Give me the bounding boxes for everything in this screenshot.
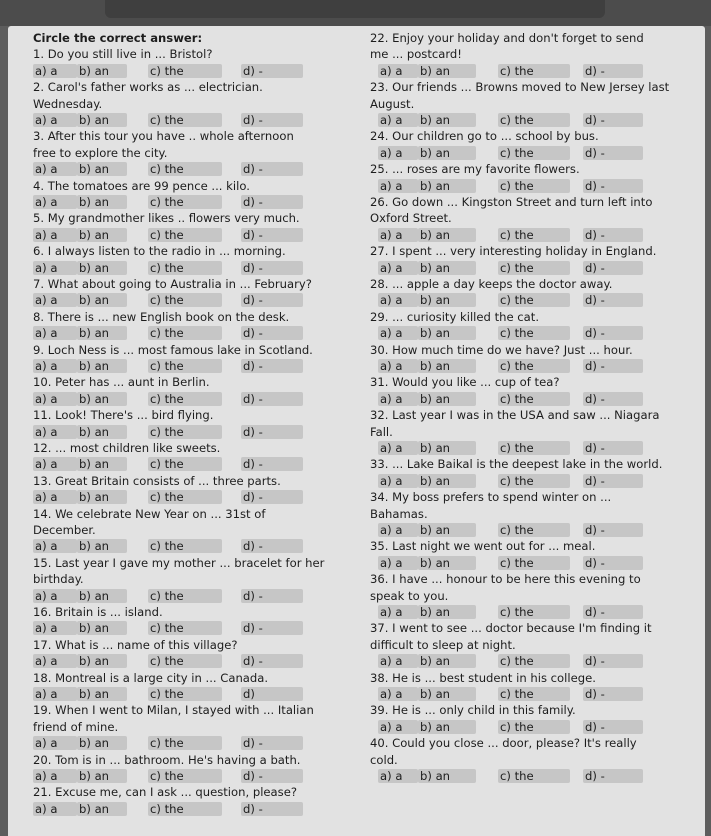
option-d[interactable]: d) - bbox=[583, 687, 643, 701]
option-c[interactable]: c) the bbox=[498, 326, 570, 340]
question-text: 36. I have ... honour to be here this evening to bbox=[370, 572, 641, 587]
question-text: 17. What is ... name of this village? bbox=[33, 637, 238, 652]
option-b[interactable]: b) an bbox=[77, 64, 127, 78]
option-c[interactable]: c) the bbox=[498, 392, 570, 406]
question-item bbox=[33, 342, 349, 375]
option-a[interactable]: a) a bbox=[33, 490, 77, 504]
question-text: 5. My grandmother likes .. flowers very much. bbox=[33, 211, 300, 226]
question-item bbox=[33, 702, 349, 751]
answer-options bbox=[370, 63, 692, 79]
option-d[interactable]: d) - bbox=[583, 523, 643, 537]
answer-options bbox=[370, 112, 692, 128]
option-a[interactable]: a) a bbox=[378, 556, 418, 570]
question-item bbox=[370, 456, 692, 489]
question-text-continued: difficult to sleep at night. bbox=[370, 637, 516, 652]
option-a[interactable]: a) a bbox=[33, 228, 77, 242]
option-d[interactable]: d) bbox=[241, 687, 303, 701]
option-d[interactable]: d) - bbox=[241, 621, 303, 635]
worksheet-page bbox=[8, 26, 705, 836]
option-c[interactable]: c) the bbox=[498, 113, 570, 127]
option-d[interactable]: d) - bbox=[241, 736, 303, 750]
question-item bbox=[33, 178, 349, 211]
answer-options bbox=[33, 391, 349, 407]
option-d[interactable]: d) - bbox=[241, 457, 303, 471]
option-a[interactable]: a) a bbox=[378, 769, 418, 783]
question-item bbox=[370, 128, 692, 161]
option-c[interactable]: c) the bbox=[148, 113, 222, 127]
option-a[interactable]: a) a bbox=[33, 589, 77, 603]
question-text: 27. I spent ... very interesting holiday in England. bbox=[370, 244, 657, 259]
option-c[interactable]: c) the bbox=[498, 654, 570, 668]
option-a[interactable]: a) a bbox=[33, 687, 77, 701]
option-b[interactable]: b) an bbox=[418, 293, 476, 307]
question-text-continued: friend of mine. bbox=[33, 719, 119, 734]
answer-options bbox=[33, 358, 349, 374]
answer-options bbox=[370, 178, 692, 194]
question-text-continued: free to explore the city. bbox=[33, 145, 168, 160]
option-a[interactable]: a) a bbox=[378, 228, 418, 242]
screen-top-bar bbox=[0, 0, 711, 26]
answer-options bbox=[33, 292, 349, 308]
option-c[interactable]: c) the bbox=[148, 392, 222, 406]
question-item bbox=[370, 30, 692, 79]
option-d[interactable]: d) - bbox=[583, 228, 643, 242]
answer-options bbox=[370, 260, 692, 276]
option-b[interactable]: b) an bbox=[418, 146, 476, 160]
question-item bbox=[33, 276, 349, 309]
option-c[interactable]: c) the bbox=[148, 228, 222, 242]
option-b[interactable]: b) an bbox=[418, 326, 476, 340]
question-item bbox=[370, 702, 692, 735]
question-text: 21. Excuse me, can I ask ... question, please? bbox=[33, 785, 297, 800]
question-text: 28. ... apple a day keeps the doctor away. bbox=[370, 277, 613, 291]
answer-options bbox=[370, 358, 692, 374]
option-b[interactable]: b) an bbox=[418, 556, 476, 570]
question-text: 14. We celebrate New Year on ... 31st of bbox=[33, 506, 266, 521]
question-item bbox=[33, 506, 349, 555]
option-c[interactable]: c) the bbox=[498, 293, 570, 307]
answer-options bbox=[33, 538, 349, 554]
option-b[interactable]: b) an bbox=[77, 490, 127, 504]
option-a[interactable]: a) a bbox=[378, 474, 418, 488]
answer-options bbox=[33, 161, 349, 177]
option-b[interactable]: b) an bbox=[418, 261, 476, 275]
question-text: 1. Do you still live in ... Bristol? bbox=[33, 47, 213, 62]
answer-options bbox=[33, 768, 349, 784]
question-text: 2. Carol's father works as ... electrician. bbox=[33, 80, 263, 95]
option-a[interactable]: a) a bbox=[378, 687, 418, 701]
option-c[interactable]: c) the bbox=[148, 736, 222, 750]
option-d[interactable]: d) - bbox=[241, 539, 303, 553]
question-item bbox=[370, 538, 692, 571]
option-d[interactable]: d) - bbox=[583, 392, 643, 406]
option-a[interactable]: a) a bbox=[378, 523, 418, 537]
answer-options bbox=[33, 456, 349, 472]
option-c[interactable]: c) the bbox=[148, 802, 222, 816]
answer-options bbox=[370, 391, 692, 407]
option-b[interactable]: b) an bbox=[418, 228, 476, 242]
option-b[interactable]: b) an bbox=[77, 326, 127, 340]
question-item bbox=[33, 243, 349, 276]
option-d[interactable]: d) - bbox=[241, 293, 303, 307]
option-a[interactable]: a) a bbox=[33, 113, 77, 127]
option-a[interactable]: a) a bbox=[378, 179, 418, 193]
option-a[interactable]: a) a bbox=[33, 359, 77, 373]
option-a[interactable]: a) a bbox=[33, 326, 77, 340]
option-a[interactable]: a) a bbox=[378, 113, 418, 127]
question-item bbox=[370, 276, 692, 309]
option-a[interactable]: a) a bbox=[33, 654, 77, 668]
option-b[interactable]: b) an bbox=[77, 359, 127, 373]
option-d[interactable]: d) - bbox=[241, 359, 303, 373]
option-c[interactable]: c) the bbox=[148, 326, 222, 340]
answer-options bbox=[33, 112, 349, 128]
option-b[interactable]: b) an bbox=[77, 228, 127, 242]
answer-options bbox=[33, 686, 349, 702]
option-b[interactable]: b) an bbox=[77, 457, 127, 471]
option-c[interactable]: c) the bbox=[148, 589, 222, 603]
option-d[interactable]: d) - bbox=[241, 326, 303, 340]
option-b[interactable]: b) an bbox=[77, 425, 127, 439]
option-a[interactable]: a) a bbox=[33, 162, 77, 176]
option-d[interactable]: d) - bbox=[583, 326, 643, 340]
option-d[interactable]: d) - bbox=[583, 441, 643, 455]
question-item bbox=[370, 620, 692, 669]
question-text: 20. Tom is in ... bathroom. He's having a bath. bbox=[33, 752, 301, 767]
option-d[interactable]: d) - bbox=[583, 261, 643, 275]
option-d[interactable]: d) - bbox=[583, 113, 643, 127]
option-a[interactable]: a) a bbox=[378, 441, 418, 455]
answer-options bbox=[33, 424, 349, 440]
answer-options bbox=[370, 473, 692, 489]
question-text: 15. Last year I gave my mother ... bracelet for her bbox=[33, 555, 325, 570]
right-column bbox=[370, 30, 692, 784]
option-d[interactable]: d) - bbox=[241, 654, 303, 668]
option-a[interactable]: a) a bbox=[378, 261, 418, 275]
option-d[interactable]: d) - bbox=[241, 425, 303, 439]
question-item bbox=[33, 670, 349, 703]
option-c[interactable]: c) the bbox=[498, 769, 570, 783]
option-a[interactable]: a) a bbox=[378, 293, 418, 307]
question-text: 11. Look! There's ... bird flying. bbox=[33, 408, 214, 423]
question-text: 39. He is ... only child in this family. bbox=[370, 703, 576, 718]
option-d[interactable]: d) - bbox=[583, 179, 643, 193]
answer-options bbox=[370, 522, 692, 538]
question-text: 10. Peter has ... aunt in Berlin. bbox=[33, 375, 210, 390]
option-c[interactable]: c) the bbox=[498, 228, 570, 242]
question-item bbox=[33, 46, 349, 79]
option-c[interactable]: c) the bbox=[498, 687, 570, 701]
option-a[interactable]: a) a bbox=[33, 802, 77, 816]
answer-options bbox=[33, 325, 349, 341]
option-d[interactable]: d) - bbox=[241, 64, 303, 78]
option-c[interactable]: c) the bbox=[148, 425, 222, 439]
question-text-continued: speak to you. bbox=[370, 588, 449, 603]
question-item bbox=[370, 243, 692, 276]
option-c[interactable]: c) the bbox=[498, 64, 570, 78]
question-item bbox=[370, 309, 692, 342]
option-b[interactable]: b) an bbox=[418, 113, 476, 127]
question-text-continued: cold. bbox=[370, 752, 398, 767]
option-b[interactable]: b) an bbox=[77, 261, 127, 275]
question-item bbox=[370, 374, 692, 407]
option-d[interactable]: d) - bbox=[583, 64, 643, 78]
question-text-continued: Oxford Street. bbox=[370, 211, 452, 226]
option-c[interactable]: c) the bbox=[498, 523, 570, 537]
option-b[interactable]: b) an bbox=[77, 539, 127, 553]
option-b[interactable]: b) an bbox=[77, 293, 127, 307]
question-text-continued: December. bbox=[33, 522, 96, 537]
option-c[interactable]: c) the bbox=[148, 64, 222, 78]
option-b[interactable]: b) an bbox=[77, 736, 127, 750]
answer-options bbox=[33, 194, 349, 210]
option-a[interactable]: a) a bbox=[33, 425, 77, 439]
question-item bbox=[370, 194, 692, 243]
option-b[interactable]: b) an bbox=[77, 113, 127, 127]
option-c[interactable]: c) the bbox=[498, 720, 570, 734]
answer-options bbox=[370, 653, 692, 669]
option-b[interactable]: b) an bbox=[77, 392, 127, 406]
option-b[interactable]: b) an bbox=[418, 441, 476, 455]
option-c[interactable]: c) the bbox=[498, 474, 570, 488]
option-d[interactable]: d) - bbox=[583, 654, 643, 668]
question-text: 26. Go down ... Kingston Street and turn left into bbox=[370, 195, 653, 209]
option-c[interactable]: c) the bbox=[498, 146, 570, 160]
option-b[interactable]: b) an bbox=[77, 195, 127, 209]
option-b[interactable]: b) an bbox=[418, 720, 476, 734]
answer-options bbox=[33, 653, 349, 669]
option-a[interactable]: a) a bbox=[33, 457, 77, 471]
answer-options bbox=[370, 292, 692, 308]
question-text: 18. Montreal is a large city in ... Canada. bbox=[33, 670, 269, 685]
option-a[interactable]: a) a bbox=[33, 392, 77, 406]
option-d[interactable]: d) - bbox=[241, 769, 303, 783]
option-a[interactable]: a) a bbox=[33, 293, 77, 307]
question-item bbox=[33, 473, 349, 506]
option-d[interactable]: d) - bbox=[241, 162, 303, 176]
option-a[interactable]: a) a bbox=[33, 736, 77, 750]
option-c[interactable]: c) the bbox=[148, 359, 222, 373]
option-b[interactable]: b) an bbox=[418, 359, 476, 373]
option-a[interactable]: a) a bbox=[33, 769, 77, 783]
option-b[interactable]: b) an bbox=[77, 589, 127, 603]
option-d[interactable]: d) - bbox=[583, 605, 643, 619]
option-d[interactable]: d) - bbox=[583, 556, 643, 570]
question-text: 24. Our children go to ... school by bus. bbox=[370, 129, 599, 144]
option-b[interactable]: b) an bbox=[418, 64, 476, 78]
left-column bbox=[33, 30, 349, 817]
option-b[interactable]: b) an bbox=[77, 802, 127, 816]
option-a[interactable]: a) a bbox=[33, 621, 77, 635]
option-b[interactable]: b) an bbox=[77, 687, 127, 701]
option-b[interactable]: b) an bbox=[418, 687, 476, 701]
answer-options bbox=[370, 145, 692, 161]
option-a[interactable]: a) a bbox=[33, 195, 77, 209]
option-a[interactable]: a) a bbox=[378, 326, 418, 340]
option-c[interactable]: c) the bbox=[498, 359, 570, 373]
answer-options bbox=[33, 260, 349, 276]
answer-options bbox=[370, 686, 692, 702]
question-text-continued: me ... postcard! bbox=[370, 47, 462, 62]
option-b[interactable]: b) an bbox=[418, 523, 476, 537]
option-a[interactable]: a) a bbox=[378, 146, 418, 160]
question-text: 35. Last night we went out for ... meal. bbox=[370, 539, 596, 554]
option-c[interactable]: c) the bbox=[498, 179, 570, 193]
question-text: 30. How much time do we have? Just ... hour. bbox=[370, 342, 633, 357]
answer-options bbox=[33, 489, 349, 505]
question-item bbox=[33, 604, 349, 637]
option-c[interactable]: c) the bbox=[148, 769, 222, 783]
screen-bezel bbox=[105, 0, 605, 18]
question-text-continued: birthday. bbox=[33, 572, 84, 587]
option-d[interactable]: d) - bbox=[583, 146, 643, 160]
option-a[interactable]: a) a bbox=[33, 64, 77, 78]
option-d[interactable]: d) - bbox=[241, 802, 303, 816]
option-b[interactable]: b) an bbox=[77, 162, 127, 176]
question-item bbox=[370, 342, 692, 375]
option-c[interactable]: c) the bbox=[148, 687, 222, 701]
option-c[interactable]: c) the bbox=[148, 261, 222, 275]
question-text: 3. After this tour you have .. whole afternoon bbox=[33, 129, 294, 144]
option-d[interactable]: d) - bbox=[583, 720, 643, 734]
question-text: 34. My boss prefers to spend winter on ... bbox=[370, 490, 612, 505]
question-item bbox=[33, 637, 349, 670]
answer-options bbox=[370, 719, 692, 735]
question-item bbox=[33, 555, 349, 604]
question-text: 12. ... most children like sweets. bbox=[33, 440, 221, 455]
question-text: 23. Our friends ... Browns moved to New Jersey last bbox=[370, 80, 670, 95]
option-b[interactable]: b) an bbox=[418, 474, 476, 488]
option-c[interactable]: c) the bbox=[148, 457, 222, 471]
question-text: 38. He is ... best student in his college. bbox=[370, 670, 596, 685]
question-item bbox=[370, 735, 692, 784]
option-a[interactable]: a) a bbox=[33, 261, 77, 275]
option-a[interactable]: a) a bbox=[378, 392, 418, 406]
option-c[interactable]: c) the bbox=[498, 556, 570, 570]
option-d[interactable]: d) - bbox=[241, 261, 303, 275]
answer-options bbox=[33, 735, 349, 751]
question-text: 31. Would you like ... cup of tea? bbox=[370, 375, 560, 390]
question-text: 9. Loch Ness is ... most famous lake in Scotland. bbox=[33, 342, 313, 357]
question-item bbox=[370, 161, 692, 194]
option-b[interactable]: b) an bbox=[418, 769, 476, 783]
answer-options bbox=[33, 588, 349, 604]
option-c[interactable]: c) the bbox=[148, 490, 222, 504]
question-text-continued: August. bbox=[370, 96, 415, 111]
option-b[interactable]: b) an bbox=[418, 605, 476, 619]
question-text: 25. ... roses are my favorite flowers. bbox=[370, 162, 580, 177]
question-text: 22. Enjoy your holiday and don't forget to send bbox=[370, 31, 644, 45]
option-c[interactable]: c) the bbox=[148, 539, 222, 553]
option-a[interactable]: a) a bbox=[378, 654, 418, 668]
question-item bbox=[33, 128, 349, 177]
question-item bbox=[370, 571, 692, 620]
answer-options bbox=[370, 227, 692, 243]
option-d[interactable]: d) - bbox=[241, 228, 303, 242]
answer-options bbox=[370, 768, 692, 784]
question-item bbox=[33, 440, 349, 473]
question-item bbox=[33, 407, 349, 440]
answer-options bbox=[370, 555, 692, 571]
answer-options bbox=[33, 801, 349, 817]
question-text-continued: Wednesday. bbox=[33, 96, 103, 111]
question-item bbox=[33, 374, 349, 407]
answer-options bbox=[33, 227, 349, 243]
option-d[interactable]: d) - bbox=[241, 195, 303, 209]
option-d[interactable]: d) - bbox=[583, 359, 643, 373]
option-d[interactable]: d) - bbox=[241, 490, 303, 504]
option-a[interactable]: a) a bbox=[378, 605, 418, 619]
option-d[interactable]: d) - bbox=[241, 392, 303, 406]
option-c[interactable]: c) the bbox=[498, 605, 570, 619]
question-text: 37. I went to see ... doctor because I'm finding it bbox=[370, 621, 652, 636]
question-text: 13. Great Britain consists of ... three parts. bbox=[33, 473, 281, 488]
option-c[interactable]: c) the bbox=[148, 162, 222, 176]
question-text: 16. Britain is ... island. bbox=[33, 604, 163, 619]
option-c[interactable]: c) the bbox=[148, 654, 222, 668]
question-text-continued: Bahamas. bbox=[370, 506, 428, 521]
question-text: 7. What about going to Australia in ... February? bbox=[33, 277, 312, 291]
question-item bbox=[370, 79, 692, 128]
question-item bbox=[33, 309, 349, 342]
question-item bbox=[33, 752, 349, 785]
answer-options bbox=[33, 620, 349, 636]
option-a[interactable]: a) a bbox=[378, 720, 418, 734]
option-d[interactable]: d) - bbox=[583, 293, 643, 307]
answer-options bbox=[370, 604, 692, 620]
option-c[interactable]: c) the bbox=[148, 293, 222, 307]
answer-options bbox=[370, 325, 692, 341]
option-a[interactable]: a) a bbox=[378, 359, 418, 373]
option-b[interactable]: b) an bbox=[418, 179, 476, 193]
question-text: 33. ... Lake Baikal is the deepest lake in the world. bbox=[370, 457, 663, 472]
option-d[interactable]: d) - bbox=[241, 589, 303, 603]
option-c[interactable]: c) the bbox=[148, 621, 222, 635]
option-c[interactable]: c) the bbox=[148, 195, 222, 209]
question-text: 8. There is ... new English book on the desk. bbox=[33, 309, 290, 324]
question-item bbox=[370, 489, 692, 538]
answer-options bbox=[370, 440, 692, 456]
question-item bbox=[33, 79, 349, 128]
question-item bbox=[370, 407, 692, 456]
answer-options bbox=[33, 63, 349, 79]
question-item bbox=[370, 670, 692, 703]
option-b[interactable]: b) an bbox=[418, 392, 476, 406]
option-d[interactable]: d) - bbox=[583, 474, 643, 488]
question-item bbox=[33, 210, 349, 243]
option-c[interactable]: c) the bbox=[498, 261, 570, 275]
option-c[interactable]: c) the bbox=[498, 441, 570, 455]
option-b[interactable]: b) an bbox=[77, 621, 127, 635]
option-d[interactable]: d) - bbox=[241, 113, 303, 127]
question-text: 6. I always listen to the radio in ... morning. bbox=[33, 244, 286, 259]
worksheet-heading: Circle the correct answer: bbox=[33, 31, 203, 45]
question-text: 4. The tomatoes are 99 pence ... kilo. bbox=[33, 178, 250, 193]
question-text: 29. ... curiosity killed the cat. bbox=[370, 309, 539, 324]
question-text-continued: Fall. bbox=[370, 424, 393, 439]
option-a[interactable]: a) a bbox=[33, 539, 77, 553]
question-text: 19. When I went to Milan, I stayed with ... Italian bbox=[33, 703, 314, 718]
option-b[interactable]: b) an bbox=[418, 654, 476, 668]
question-text: 40. Could you close ... door, please? It's really bbox=[370, 736, 637, 751]
option-d[interactable]: d) - bbox=[583, 769, 643, 783]
option-b[interactable]: b) an bbox=[77, 769, 127, 783]
option-a[interactable]: a) a bbox=[378, 64, 418, 78]
question-text: 32. Last year I was in the USA and saw ... Niagara bbox=[370, 408, 660, 423]
option-b[interactable]: b) an bbox=[77, 654, 127, 668]
question-item bbox=[33, 784, 349, 817]
